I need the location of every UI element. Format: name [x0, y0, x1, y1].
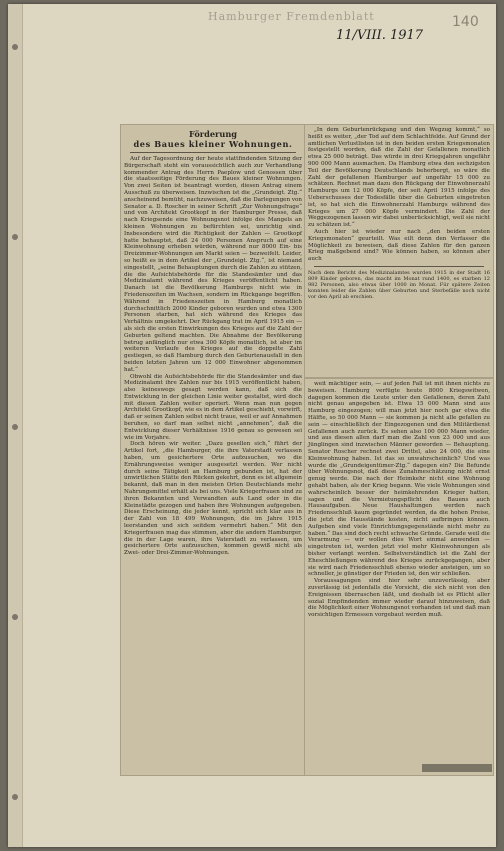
article-footnote: Nach dem Bericht des Medizinalamtes wurden 1915 in der Stadt 16 809 Kinder geboren, das macht im Monat rund 1400, es starben 12 982 Personen, also etwas über 1000 im Monat. Für spätere Zeiten konnten leider die Zahlen über Geburten und Sterbefälle noch nicht vor den April ab erschien. — [308, 269, 490, 300]
punch-hole — [12, 234, 18, 240]
article-paragraph: „In dem Geburtenrückgang und den Wegzug kommt,“ so heißt es weiter, „der Tod auf dem Schlachtfelde. Auf Grund der amtlichen Verlustlisten ist in den beiden ersten Kriegsmonaten festgestellt worden, daß die Zahl der Gefallenen monatlich etwa 25 000 beträgt. Das würde in drei Kriegsjahren ungefähr 900 000 Mann ausmachen. Da Hamburg etwa den sechzigsten Teil der Bevölkerung Deutschlands beherbergt, so wäre die Zahl der gefallenen Hamburger auf ungefähr 15 000 zu schätzen. Rechnet man dazu den Rückgang der Einwohnerzahl Hamburgs um 12 000 Köpfe, der seit April 1915 infolge des Ueberschusses der Todesfälle über die Geburten eingetreten ist, so hat sich die Einwohnerzahl Hamburgs während des Krieges um 27 000 Köpfe vermindert. Die Zahl der Weggezogenen lassen wir dabei unberücksichtigt, weil sie nicht zu schätzen ist.“ — [308, 127, 490, 229]
punch-hole — [12, 614, 18, 620]
archive-stamp: Hamburger Fremdenblatt — [208, 10, 375, 23]
clipping-right-upper — [304, 124, 494, 378]
article-paragraph: Auf der Tagesordnung der heute stattfindenden Sitzung der Bürgerschaft steht ein voraussichtlich auch zur Verhandlung kommender Antrag des Herrn Paeplow und Genossen über die staatsseitige Förderung des Baues kleiner Wohnungen. Von zwei Seiten ist beantragt worden, diesen Antrag einem Ausschuß zu überweisen. Inzwischen ist die „Grundeigt. Ztg.“ anscheinend bemüht, nachzuweisen, daß die Darlegungen von Senator a. D. Roscher in seiner Schrift „Zur Wohnungsfrage“ und von Architekt Grootkopf in der Hamburger Presse, daß nach Kriegsende eine Wohnungsnot infolge des Mangels an kleinen Wohnungen zu befürchten sei, unrichtig sind. Insbesondere wird die Richtigkeit der Zahlen — Grootkopf hatte behauptet, daß 24 000 Personen Anspruch auf eine Kleinwohnung erheben würden, während nur 8000 Ein- bis Dreizimmer-Wohnungen am Markt seien — bezweifelt. Leider, so heißt es in dem Artikel der „Grundeigt. Ztg.“, ist niemand eingestellt, „seine Behauptungen durch die Zahlen zu stützen, die die Aufsichtsbehörde für die Standesämter und das Medizinalamt während des Krieges veröffentlicht haben. Danach ist die Bevölkerung Hamburgs nicht wie in Friedenszeiten im Wachsen, sondern im Rückgange begriffen. Während in Friedenszeiten in Hamburg monatlich durchschnittlich 2000 Kinder geboren wurden und etwa 1300 Personen starben, hat sich während des Krieges das Verhältnis umgekehrt. Der Rückgang trat im April 1915 ein — als sich die ersten Einwirkungen des Krieges auf die Zahl der Geburten geltend machten. Die Abnahme der Bevölkerung betrug anfänglich nur etwa 300 Köpfe monatlich, ist aber im weiteren Verlaufe des Krieges auf die doppelte Zahl gestiegen, so daß Hamburg durch den Geburtenausfall in den beiden letzten Jahren um 12 000 Einwohner abgenommen hat.“ — [124, 156, 302, 373]
binding-stub — [8, 4, 23, 847]
clipping-right-lower — [304, 378, 494, 776]
punch-hole — [12, 424, 18, 430]
handwritten-date: 11/VIII. 1917 — [336, 28, 424, 43]
article-paragraph: weit mächtiger sein, — auf jeden Fall ist mit ihnen nichts zu beweisen. Hamburg verfügte heute 8000 Kriegswitwen, dagegen kommen die Leute unter den Gefallenen, deren Zahl nicht genau angegeben ist. Etwa 15 000 Mann sind aus Hamburg eingezogen; will man jetzt hier noch gar etwa die Hälfte, so 50 000 Mann — sie kommen ja nicht alle gefallen zu sein — einschließlich der Eingezogenen und den Militärdienst Gefallenen auch zurück. Es sehen also 100 000 Mann wieder, und aus diesen allen darf man die Zahl von 23 000 und aus Jünglingen sind inzwischen Männer geworden — Behauptung. Senator Roscher rechnet zwei Drittel, also 24 000, die eine Kleinwohnung haben. Ist das so unwahrscheinlich? Und was wurde die „Grundeigentümer-Ztg.“ dagegen ein? Die Befunde über Wohnungsnot, daß diese Zunahmeschätzung nicht ernst genug werde. Die nach der Heimkehr nicht eine Wohnung gehabt haben, als der Krieg begann. Wie viele Wohnungen sind wahrscheinlich besser der heimkehrenden Krieger hatten, sagen und die Vermietungspflicht des Bauens auch Hausaufgaben. Neue Haushaltungen werden nach Friedensschluß kaum gegründet werden, da die hohen Preise, die jetzt die Hausstände kosten, nicht aufbringen können. Aufgeben sind viele Einrichtungsgegenstände nicht mehr zu haben.“ Das sind doch recht schwache Gründe. Gerade weil die Verarmung — wir wollen dies Wort einmal anwenden — eingetreten ist, werden jetzt viel mehr Kleinwohnungen als bisher verlangt werden. Selbstverständlich ist die Zahl der Eheschließungen während des Krieges zurückgegangen, aber sie wird nach Friedensschluß ebenso wieder ansteigen, um so schneller, je günstiger der Frieden ist, den wir schließen. — [308, 381, 490, 578]
clipping-left-column — [120, 124, 306, 776]
footnote-rule — [314, 266, 484, 267]
article-paragraph: Doch hören wir weiter. „Dazu gesellen sich,“ führt der Artikel fort, „die Hamburger, die ihre Vaterstadt verlassen haben, um gesichertere Orte aufzusuchen, wo die Ernährungsweise weniger ausgesetzt werden. Wer nicht durch seine Tätigkeit an Hamburg gebunden ist, hat der unwirtlichen Stätte den Rücken gekehrt, denn es ist allgemein bekannt, daß man in den meisten Orten Deutschlands mehr Nahrungsmittel erhält als bei uns. Viele Kriegerfrauen sind zu ihren Bekannten und Verwandten aufs Land oder in die Kleinstädte gezogen und haben ihre Wohnungen aufgegeben. Diese Erscheinung, die jeder kennt, spricht sich klar aus in der Zahl von 18 499 Wohnungen, die im Jahre 1915 leerstanden und sich seitdem vermehrt haben.“ Mit den Kriegerfrauen mag das stimmen, aber die andern Hamburger, die in der Lage waren, ihre Vaterstadt zu verlassen, um gesichertere Orte aufzusuchen, kommen gewiß nicht als Zwei- oder Drei-Zimmer-Wohnungen. — [124, 441, 303, 557]
article-headline — [124, 129, 302, 149]
punch-hole — [12, 794, 18, 800]
article-paragraph: Auch hier ist wieder nur nach „den beiden ersten Kriegsmonaten“ geurteilt. Was eilt denn den Verfasser die Möglichkeit zu beweisen, daß diese Zahlen für den ganzen Krieg maßgebend sind? Wie können haben, so können aber auch — [308, 228, 490, 263]
archive-sheet — [8, 4, 496, 847]
ink-smudge — [422, 764, 492, 772]
article-paragraph: Voraussagungen sind hier sehr unzuverlässig, aber zuverlässig ist jedenfalls die Vorsicht, die sich nicht von den Ereignissen überraschen läßt, und deshalb ist es Pflicht aller sozial Empfindenden immer wieder darauf hinzuweisen, daß die Möglichkeit einer Wohnungsnot vorhanden ist und daß man vorsichtigen Ermessen vorgebaut werden muß. — [308, 578, 490, 619]
headline-line-1: Förderung — [188, 129, 238, 139]
punch-hole — [12, 44, 18, 50]
headline-line-2: des Baues kleiner Wohnungen. — [133, 139, 293, 149]
headline-rule — [130, 152, 296, 153]
article-paragraph: Obwohl die Aufsichtsbehörde für die Standesämter und das Medizinalamt ihre Zahlen nur bis 1915 veröffentlicht haben, also keineswegs gesagt werden kann, daß sich die Entwicklung in der gleichen Linie weiter gestaltet, wird doch mit diesen Zahlen weiter operiert. Wenn man nun gegen Architekt Grootkopf, wie es in dem Artikel geschieht, vorwirft, daß er seinen Zahlen selbst nicht traue, weil er auf Annahmen beruhen, so darf man selbst nicht „annehmen“, daß die Entwicklung dieser Verhältnisse 1916 genau so gewesen sei wie im Vorjahre. — [124, 373, 302, 441]
page-number: 140 — [452, 14, 479, 30]
